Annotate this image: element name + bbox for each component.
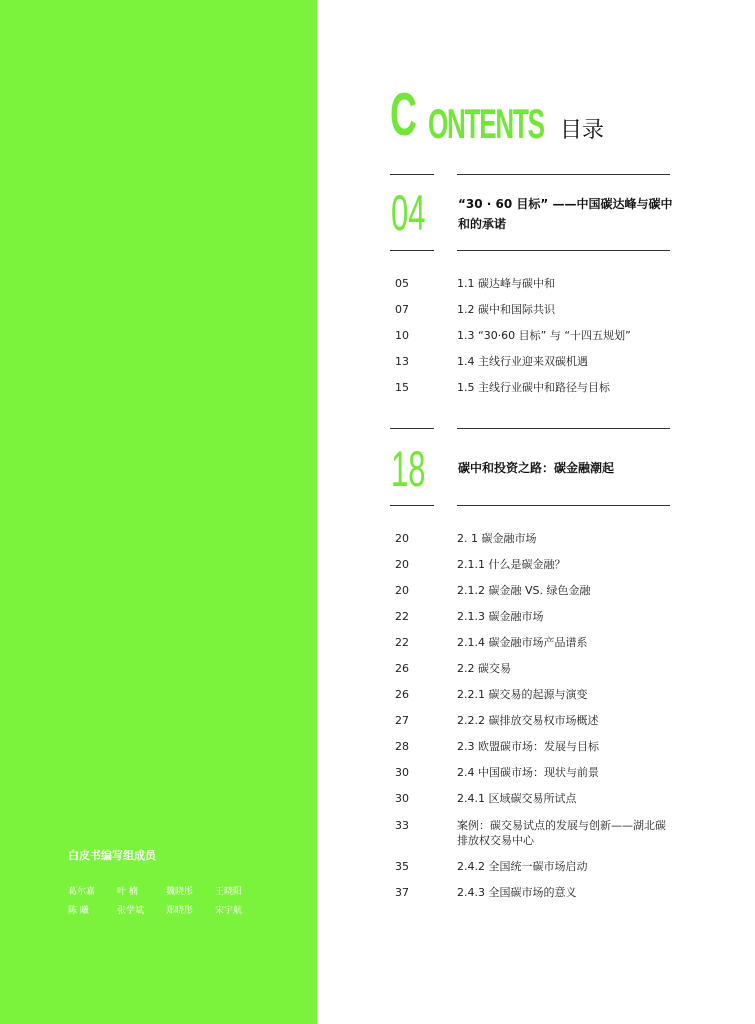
team-member: 叶 楠	[117, 887, 138, 897]
chapter-number: 18	[391, 441, 426, 497]
toc-label: 2. 1 碳金融市场	[457, 532, 537, 545]
chapter-title[interactable]: 碳中和投资之路：碳金融潮起	[458, 461, 615, 475]
team-title: 白皮书编写组成员	[68, 849, 156, 862]
team-member: 张学斌	[117, 906, 145, 916]
toc-label: 1.5 主线行业碳中和路径与目标	[457, 381, 610, 394]
toc-page: 30	[395, 766, 409, 779]
toc-page: 35	[395, 860, 409, 873]
team-member: 魏晓彤	[166, 887, 194, 897]
toc-label: 2.1.4 碳金融市场产品谱系	[457, 636, 588, 649]
toc-page: 10	[395, 329, 409, 342]
team-row	[68, 884, 264, 897]
divider	[390, 174, 434, 175]
divider	[457, 505, 670, 506]
toc-page: 22	[395, 636, 409, 649]
toc-label: 2.2.2 碳排放交易权市场概述	[457, 714, 599, 727]
team-member: 宋宇航	[215, 906, 243, 916]
toc-page: 27	[395, 714, 409, 727]
chapter-number: 04	[391, 185, 426, 241]
chapter-title[interactable]: “30 · 60 目标” ——中国碳达峰与碳中和的承诺	[458, 197, 673, 231]
divider	[390, 505, 434, 506]
toc-label: 2.4.2 全国统一碳市场启动	[457, 860, 588, 873]
team-member: 葛尔嘉	[68, 887, 96, 897]
divider	[457, 250, 670, 251]
toc-page: 22	[395, 610, 409, 623]
team-member: 郑晓彤	[166, 906, 194, 916]
team-member: 陈 曦	[68, 906, 89, 916]
toc-page: 15	[395, 381, 409, 394]
title-rest: ONTENTS	[428, 100, 544, 147]
toc-page: 20	[395, 532, 409, 545]
toc-label: 1.1 碳达峰与碳中和	[457, 277, 555, 290]
team-member: 王晓阳	[215, 887, 243, 897]
toc-page: 37	[395, 886, 409, 899]
toc-label: 2.2 碳交易	[457, 662, 511, 675]
toc-label: 1.3 “30·60 目标” 与 “十四五规划”	[457, 329, 631, 342]
toc-page: 13	[395, 355, 409, 368]
title-initial: C	[390, 81, 416, 148]
toc-page: 26	[395, 688, 409, 701]
toc-page: 20	[395, 558, 409, 571]
toc-label: 2.1.3 碳金融市场	[457, 610, 544, 623]
toc-page: 05	[395, 277, 409, 290]
title-cn: 目录	[560, 118, 605, 143]
toc-label: 2.1.2 碳金融 VS. 绿色金融	[457, 584, 591, 597]
toc-label: 1.2 碳中和国际共识	[457, 303, 555, 316]
toc-label: 2.4.3 全国碳市场的意义	[457, 886, 577, 899]
toc-label: 2.1.1 什么是碳金融？	[457, 558, 566, 571]
divider	[457, 174, 670, 175]
divider	[390, 250, 434, 251]
toc-label: 1.4 主线行业迎来双碳机遇	[457, 355, 588, 368]
toc-page: 30	[395, 792, 409, 805]
team-row	[68, 903, 264, 916]
toc-label: 2.3 欧盟碳市场：发展与目标	[457, 740, 599, 753]
divider	[390, 428, 434, 429]
divider	[457, 428, 670, 429]
toc-page: 07	[395, 303, 409, 316]
toc-label: 2.4 中国碳市场：现状与前景	[457, 766, 599, 779]
toc-label: 2.2.1 碳交易的起源与演变	[457, 688, 588, 701]
toc-page: 33	[395, 819, 409, 832]
toc-label: 案例：碳交易试点的发展与创新——湖北碳排放权交易中心	[457, 819, 666, 847]
toc-label: 2.4.1 区域碳交易所试点	[457, 792, 577, 805]
toc-page: 20	[395, 584, 409, 597]
sidebar-panel	[0, 0, 317, 1024]
toc-page: 28	[395, 740, 409, 753]
page-title	[390, 81, 605, 148]
toc-page: 26	[395, 662, 409, 675]
